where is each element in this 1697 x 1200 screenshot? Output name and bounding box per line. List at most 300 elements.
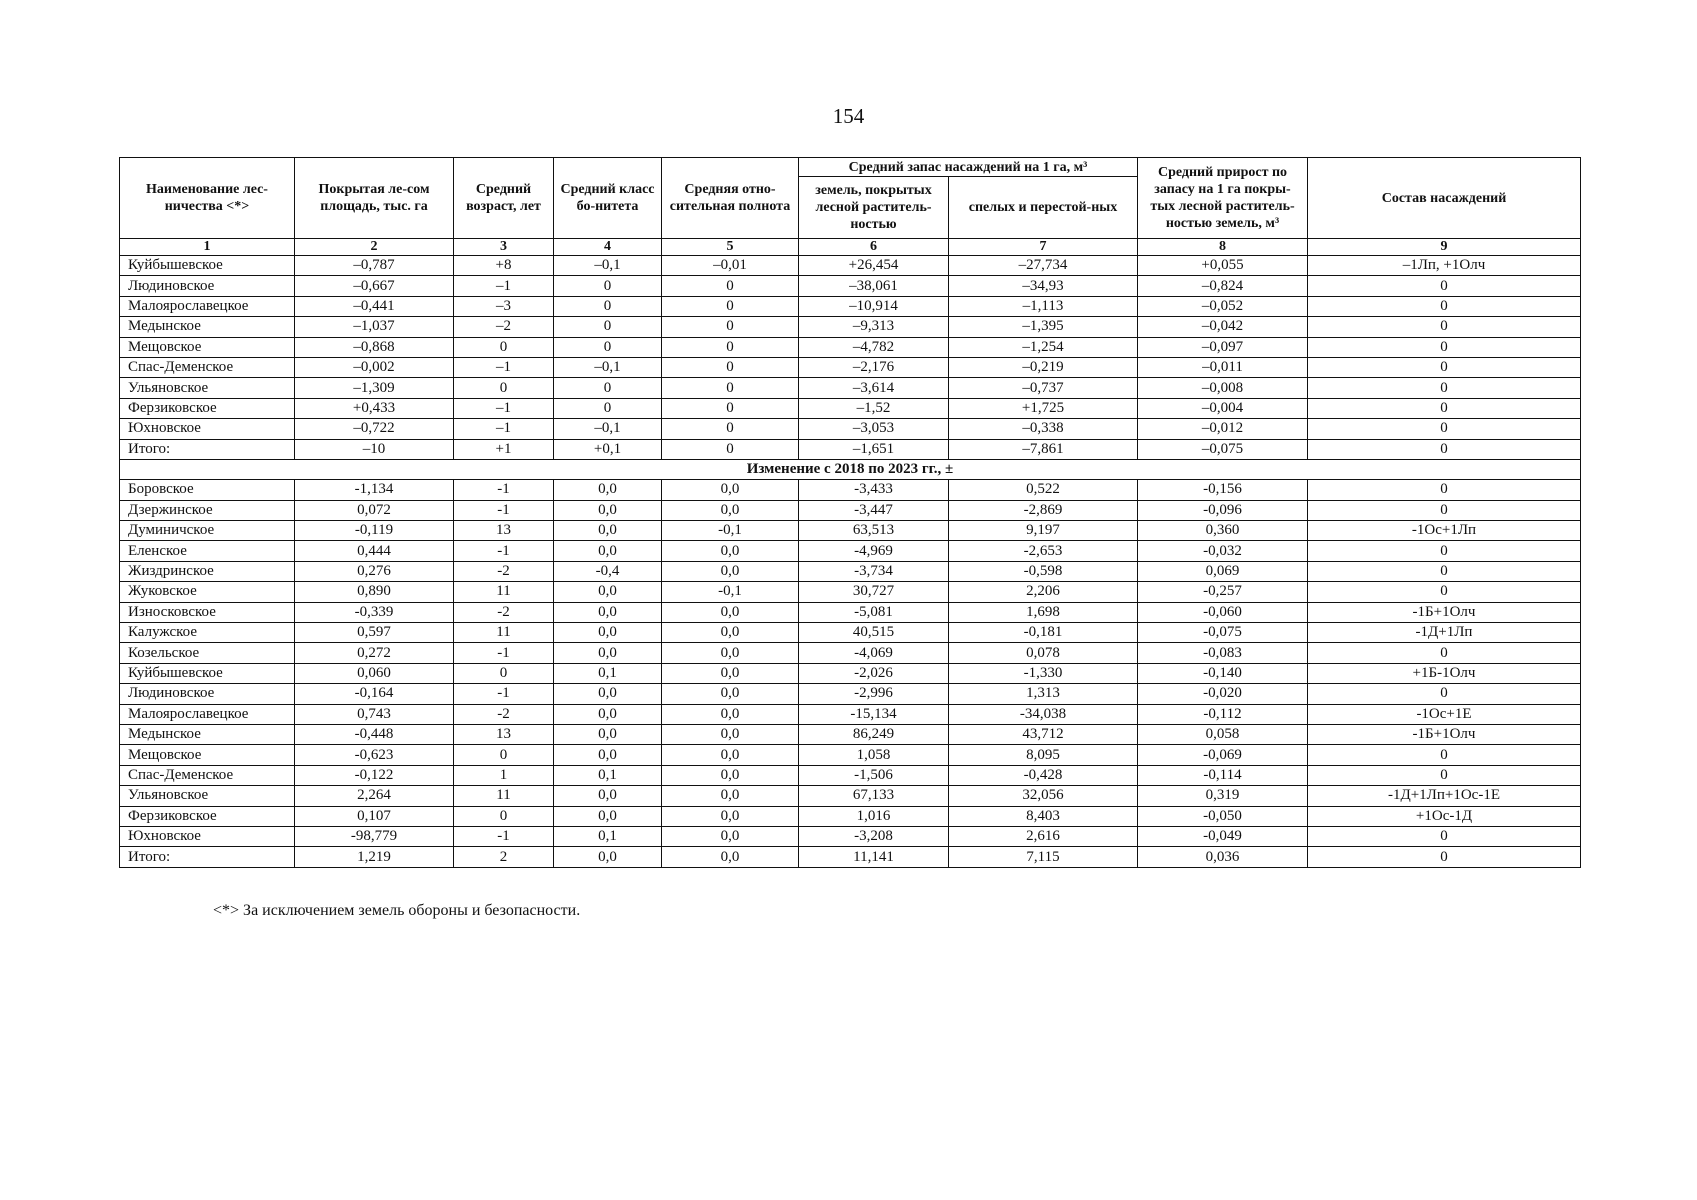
forestry-name-cell: Юхновское: [120, 826, 295, 846]
column-number: 7: [949, 239, 1138, 256]
value-cell: 0: [1308, 296, 1581, 316]
value-cell: 9,197: [949, 521, 1138, 541]
value-cell: +1,725: [949, 398, 1138, 418]
value-cell: 0: [554, 378, 662, 398]
value-cell: +0,055: [1138, 256, 1308, 276]
value-cell: 0: [1308, 643, 1581, 663]
value-cell: –7,861: [949, 439, 1138, 459]
table-row: [120, 806, 1581, 826]
value-cell: -1: [454, 826, 554, 846]
value-cell: 0: [554, 337, 662, 357]
value-cell: -0,448: [295, 724, 454, 744]
value-cell: -0,075: [1138, 623, 1308, 643]
value-cell: -3,433: [799, 480, 949, 500]
value-cell: -0,257: [1138, 582, 1308, 602]
forestry-name-cell: Еленское: [120, 541, 295, 561]
value-cell: 32,056: [949, 786, 1138, 806]
value-cell: –4,782: [799, 337, 949, 357]
value-cell: 2: [454, 847, 554, 867]
value-cell: 0: [454, 806, 554, 826]
value-cell: –1,651: [799, 439, 949, 459]
value-cell: 8,403: [949, 806, 1138, 826]
value-cell: 40,515: [799, 623, 949, 643]
value-cell: –38,061: [799, 276, 949, 296]
value-cell: 0,0: [554, 602, 662, 622]
value-cell: 0,0: [554, 541, 662, 561]
value-cell: -2: [454, 561, 554, 581]
value-cell: –1Лп, +1Олч: [1308, 256, 1581, 276]
value-cell: 0: [454, 745, 554, 765]
value-cell: -34,038: [949, 704, 1138, 724]
value-cell: 0: [1308, 480, 1581, 500]
column-number: 9: [1308, 239, 1581, 256]
table-row: [120, 745, 1581, 765]
value-cell: -0,114: [1138, 765, 1308, 785]
forestry-name-cell: Износковское: [120, 602, 295, 622]
value-cell: –0,868: [295, 337, 454, 357]
value-cell: -1,330: [949, 663, 1138, 683]
value-cell: –0,012: [1138, 419, 1308, 439]
value-cell: –0,787: [295, 256, 454, 276]
table-row: [120, 439, 1581, 459]
header-stock-mature: спелых и перестой-ных: [949, 177, 1138, 239]
value-cell: -2: [454, 602, 554, 622]
value-cell: 63,513: [799, 521, 949, 541]
value-cell: –10,914: [799, 296, 949, 316]
table-row: [120, 337, 1581, 357]
value-cell: 0,0: [662, 500, 799, 520]
value-cell: 1,219: [295, 847, 454, 867]
value-cell: 0,1: [554, 826, 662, 846]
value-cell: 8,095: [949, 745, 1138, 765]
table-row: [120, 602, 1581, 622]
value-cell: 0,0: [554, 806, 662, 826]
value-cell: -0,119: [295, 521, 454, 541]
value-cell: –0,722: [295, 419, 454, 439]
value-cell: -0,050: [1138, 806, 1308, 826]
value-cell: 0,0: [554, 684, 662, 704]
value-cell: 86,249: [799, 724, 949, 744]
value-cell: 0: [662, 357, 799, 377]
page-number: 154: [832, 104, 865, 128]
value-cell: -1: [454, 541, 554, 561]
value-cell: 0: [1308, 378, 1581, 398]
table-row: [120, 296, 1581, 316]
value-cell: 30,727: [799, 582, 949, 602]
value-cell: 0,0: [662, 847, 799, 867]
value-cell: 13: [454, 521, 554, 541]
value-cell: -0,069: [1138, 745, 1308, 765]
value-cell: -1Б+1Олч: [1308, 724, 1581, 744]
value-cell: 0: [1308, 276, 1581, 296]
value-cell: –0,052: [1138, 296, 1308, 316]
forest-stats-table-wrap: [119, 157, 1580, 868]
forestry-name-cell: Малоярославецкое: [120, 704, 295, 724]
value-cell: –0,042: [1138, 317, 1308, 337]
value-cell: 0,444: [295, 541, 454, 561]
value-cell: -3,734: [799, 561, 949, 581]
value-cell: 0,0: [662, 724, 799, 744]
value-cell: –10: [295, 439, 454, 459]
value-cell: -0,020: [1138, 684, 1308, 704]
value-cell: -0,083: [1138, 643, 1308, 663]
value-cell: –0,008: [1138, 378, 1308, 398]
table-row: [120, 724, 1581, 744]
value-cell: 0: [662, 317, 799, 337]
value-cell: –0,1: [554, 419, 662, 439]
value-cell: +8: [454, 256, 554, 276]
value-cell: 2,206: [949, 582, 1138, 602]
value-cell: -2,996: [799, 684, 949, 704]
value-cell: –0,002: [295, 357, 454, 377]
value-cell: 0: [662, 439, 799, 459]
forestry-name-cell: Людиновское: [120, 276, 295, 296]
value-cell: –2,176: [799, 357, 949, 377]
forestry-name-cell: Спас-Деменское: [120, 357, 295, 377]
value-cell: -0,096: [1138, 500, 1308, 520]
value-cell: –0,737: [949, 378, 1138, 398]
value-cell: 0,0: [554, 643, 662, 663]
value-cell: -1: [454, 480, 554, 500]
value-cell: -0,122: [295, 765, 454, 785]
column-number: 5: [662, 239, 799, 256]
forestry-name-cell: Ульяновское: [120, 786, 295, 806]
table-row: [120, 480, 1581, 500]
value-cell: 0: [554, 296, 662, 316]
value-cell: -0,4: [554, 561, 662, 581]
table-body: [120, 256, 1581, 868]
value-cell: 0,058: [1138, 724, 1308, 744]
table-row: [120, 704, 1581, 724]
value-cell: -4,069: [799, 643, 949, 663]
value-cell: 0,276: [295, 561, 454, 581]
value-cell: 0: [1308, 337, 1581, 357]
value-cell: 0: [554, 276, 662, 296]
value-cell: 0: [662, 337, 799, 357]
forestry-name-cell: Дзержинское: [120, 500, 295, 520]
value-cell: 0,0: [554, 704, 662, 724]
value-cell: 0: [662, 378, 799, 398]
table-row: [120, 521, 1581, 541]
value-cell: –27,734: [949, 256, 1138, 276]
value-cell: 0,272: [295, 643, 454, 663]
value-cell: 0,0: [662, 602, 799, 622]
value-cell: 1,313: [949, 684, 1138, 704]
value-cell: –0,011: [1138, 357, 1308, 377]
table-row: [120, 623, 1581, 643]
value-cell: -0,1: [662, 582, 799, 602]
value-cell: -1Ос+1Лп: [1308, 521, 1581, 541]
value-cell: -2: [454, 704, 554, 724]
value-cell: -0,032: [1138, 541, 1308, 561]
forestry-name-cell: Жуковское: [120, 582, 295, 602]
value-cell: -2,026: [799, 663, 949, 683]
value-cell: -3,208: [799, 826, 949, 846]
value-cell: 0: [662, 419, 799, 439]
column-number: 4: [554, 239, 662, 256]
value-cell: 0,060: [295, 663, 454, 683]
value-cell: 0: [1308, 582, 1581, 602]
header-bonitet: Средний класс бо-нитета: [554, 158, 662, 239]
value-cell: -1Б+1Олч: [1308, 602, 1581, 622]
value-cell: +0,433: [295, 398, 454, 418]
table-row: [120, 684, 1581, 704]
column-number-row: [120, 239, 1581, 256]
value-cell: 0,0: [662, 765, 799, 785]
value-cell: 0: [1308, 826, 1581, 846]
section-title: Изменение с 2018 по 2023 гг., ±: [120, 459, 1581, 479]
header-age: Средний возраст, лет: [454, 158, 554, 239]
table-row: [120, 357, 1581, 377]
value-cell: 0: [1308, 419, 1581, 439]
value-cell: 0,0: [554, 724, 662, 744]
value-cell: -0,140: [1138, 663, 1308, 683]
value-cell: -5,081: [799, 602, 949, 622]
value-cell: 0,0: [662, 806, 799, 826]
value-cell: -0,112: [1138, 704, 1308, 724]
header-density: Средняя отно-сительная полнота: [662, 158, 799, 239]
value-cell: -3,447: [799, 500, 949, 520]
value-cell: -1: [454, 684, 554, 704]
forestry-name-cell: Ульяновское: [120, 378, 295, 398]
value-cell: -15,134: [799, 704, 949, 724]
value-cell: 0: [1308, 439, 1581, 459]
header-stock-group: Средний запас насаждений на 1 га, м³: [799, 158, 1138, 177]
value-cell: 0,0: [662, 480, 799, 500]
value-cell: 0,743: [295, 704, 454, 724]
value-cell: 0,0: [662, 704, 799, 724]
forestry-name-cell: Спас-Деменское: [120, 765, 295, 785]
value-cell: –0,075: [1138, 439, 1308, 459]
value-cell: –0,1: [554, 357, 662, 377]
value-cell: –1: [454, 357, 554, 377]
column-number: 2: [295, 239, 454, 256]
forestry-name-cell: Куйбышевское: [120, 256, 295, 276]
value-cell: 0: [1308, 847, 1581, 867]
footnote: <*> За исключением земель обороны и безопасности.: [213, 902, 581, 919]
value-cell: +1: [454, 439, 554, 459]
value-cell: 0,0: [554, 582, 662, 602]
value-cell: –0,219: [949, 357, 1138, 377]
value-cell: 0,319: [1138, 786, 1308, 806]
value-cell: -0,060: [1138, 602, 1308, 622]
forestry-name-cell: Итого:: [120, 439, 295, 459]
value-cell: 0,072: [295, 500, 454, 520]
value-cell: -98,779: [295, 826, 454, 846]
value-cell: 0,0: [662, 643, 799, 663]
table-row: [120, 500, 1581, 520]
value-cell: 0,1: [554, 663, 662, 683]
value-cell: 1,698: [949, 602, 1138, 622]
value-cell: -1Д+1Лп: [1308, 623, 1581, 643]
table-row: [120, 765, 1581, 785]
value-cell: 0: [454, 663, 554, 683]
forestry-name-cell: Медынское: [120, 724, 295, 744]
value-cell: 0: [1308, 541, 1581, 561]
forest-stats-table: [119, 157, 1581, 868]
value-cell: -0,049: [1138, 826, 1308, 846]
value-cell: 0: [1308, 398, 1581, 418]
forestry-name-cell: Ферзиковское: [120, 398, 295, 418]
forestry-name-cell: Людиновское: [120, 684, 295, 704]
forestry-name-cell: Жиздринское: [120, 561, 295, 581]
value-cell: 0: [1308, 317, 1581, 337]
table-row: [120, 561, 1581, 581]
table-row: [120, 582, 1581, 602]
table-row: [120, 256, 1581, 276]
value-cell: 0,890: [295, 582, 454, 602]
value-cell: –0,824: [1138, 276, 1308, 296]
forestry-name-cell: Малоярославецкое: [120, 296, 295, 316]
forestry-name-cell: Куйбышевское: [120, 663, 295, 683]
forestry-name-cell: Юхновское: [120, 419, 295, 439]
value-cell: -1,506: [799, 765, 949, 785]
value-cell: +0,1: [554, 439, 662, 459]
value-cell: –3,614: [799, 378, 949, 398]
table-row: [120, 847, 1581, 867]
value-cell: 0: [662, 398, 799, 418]
value-cell: –3,053: [799, 419, 949, 439]
column-number: 6: [799, 239, 949, 256]
table-row: [120, 663, 1581, 683]
forestry-name-cell: Калужское: [120, 623, 295, 643]
value-cell: 0,0: [662, 786, 799, 806]
value-cell: 2,264: [295, 786, 454, 806]
table-row: [120, 317, 1581, 337]
value-cell: 0,597: [295, 623, 454, 643]
value-cell: –0,01: [662, 256, 799, 276]
value-cell: 0,522: [949, 480, 1138, 500]
table-row: [120, 419, 1581, 439]
table-row: [120, 643, 1581, 663]
value-cell: -1,134: [295, 480, 454, 500]
value-cell: -4,969: [799, 541, 949, 561]
header-name: Наименование лес-ничества <*>: [120, 158, 295, 239]
forestry-name-cell: Козельское: [120, 643, 295, 663]
value-cell: 0: [662, 276, 799, 296]
value-cell: +1Ос-1Д: [1308, 806, 1581, 826]
forestry-name-cell: Итого:: [120, 847, 295, 867]
value-cell: –1,309: [295, 378, 454, 398]
value-cell: -0,164: [295, 684, 454, 704]
value-cell: –0,1: [554, 256, 662, 276]
value-cell: 0: [1308, 745, 1581, 765]
value-cell: –0,441: [295, 296, 454, 316]
value-cell: -1Д+1Лп+1Ос-1Е: [1308, 786, 1581, 806]
value-cell: -1: [454, 500, 554, 520]
value-cell: 67,133: [799, 786, 949, 806]
value-cell: 2,616: [949, 826, 1138, 846]
value-cell: –2: [454, 317, 554, 337]
value-cell: 0,0: [554, 500, 662, 520]
value-cell: –1,254: [949, 337, 1138, 357]
table-row: [120, 826, 1581, 846]
value-cell: 0,0: [662, 541, 799, 561]
value-cell: –1,52: [799, 398, 949, 418]
header-stock-covered: земель, покрытых лесной раститель-ностью: [799, 177, 949, 239]
value-cell: -0,598: [949, 561, 1138, 581]
value-cell: 7,115: [949, 847, 1138, 867]
forestry-name-cell: Медынское: [120, 317, 295, 337]
table-row: [120, 276, 1581, 296]
value-cell: 13: [454, 724, 554, 744]
value-cell: –34,93: [949, 276, 1138, 296]
value-cell: –3: [454, 296, 554, 316]
value-cell: -0,181: [949, 623, 1138, 643]
forestry-name-cell: Боровское: [120, 480, 295, 500]
forestry-name-cell: Мещовское: [120, 337, 295, 357]
column-number: 8: [1138, 239, 1308, 256]
value-cell: -2,869: [949, 500, 1138, 520]
value-cell: 0,0: [554, 745, 662, 765]
value-cell: 11,141: [799, 847, 949, 867]
value-cell: 0: [454, 337, 554, 357]
table-row: [120, 786, 1581, 806]
value-cell: 0: [662, 296, 799, 316]
value-cell: 0,0: [662, 684, 799, 704]
value-cell: –9,313: [799, 317, 949, 337]
value-cell: 0,036: [1138, 847, 1308, 867]
value-cell: 0,0: [554, 521, 662, 541]
value-cell: -2,653: [949, 541, 1138, 561]
header-growth: Средний прирост по запасу на 1 га покры-тых лесной раститель-ностью земель, м³: [1138, 158, 1308, 239]
value-cell: 0,0: [554, 623, 662, 643]
value-cell: -0,339: [295, 602, 454, 622]
value-cell: -0,1: [662, 521, 799, 541]
value-cell: 0,0: [662, 826, 799, 846]
value-cell: 0: [1308, 561, 1581, 581]
value-cell: 0,360: [1138, 521, 1308, 541]
value-cell: 0,0: [554, 847, 662, 867]
value-cell: –0,667: [295, 276, 454, 296]
value-cell: 0: [554, 398, 662, 418]
forestry-name-cell: Думиничское: [120, 521, 295, 541]
value-cell: 0: [1308, 357, 1581, 377]
value-cell: 0: [1308, 500, 1581, 520]
table-row: [120, 378, 1581, 398]
value-cell: 0,0: [554, 480, 662, 500]
value-cell: –1,113: [949, 296, 1138, 316]
value-cell: 0: [554, 317, 662, 337]
value-cell: 0,078: [949, 643, 1138, 663]
value-cell: 0,0: [662, 623, 799, 643]
column-number: 3: [454, 239, 554, 256]
value-cell: 11: [454, 582, 554, 602]
value-cell: 0,0: [662, 745, 799, 765]
value-cell: -1: [454, 643, 554, 663]
value-cell: –1: [454, 276, 554, 296]
value-cell: –1: [454, 419, 554, 439]
column-number: 1: [120, 239, 295, 256]
value-cell: 1,058: [799, 745, 949, 765]
value-cell: 0: [454, 378, 554, 398]
section-row: [120, 459, 1581, 479]
forestry-name-cell: Ферзиковское: [120, 806, 295, 826]
value-cell: -0,428: [949, 765, 1138, 785]
value-cell: -0,156: [1138, 480, 1308, 500]
value-cell: 43,712: [949, 724, 1138, 744]
value-cell: 1: [454, 765, 554, 785]
value-cell: –1: [454, 398, 554, 418]
header-area: Покрытая ле-сом площадь, тыс. га: [295, 158, 454, 239]
value-cell: 0,107: [295, 806, 454, 826]
table-row: [120, 398, 1581, 418]
value-cell: 0,0: [662, 663, 799, 683]
value-cell: -1Ос+1Е: [1308, 704, 1581, 724]
value-cell: 0: [1308, 765, 1581, 785]
value-cell: –0,004: [1138, 398, 1308, 418]
value-cell: 0,0: [662, 561, 799, 581]
